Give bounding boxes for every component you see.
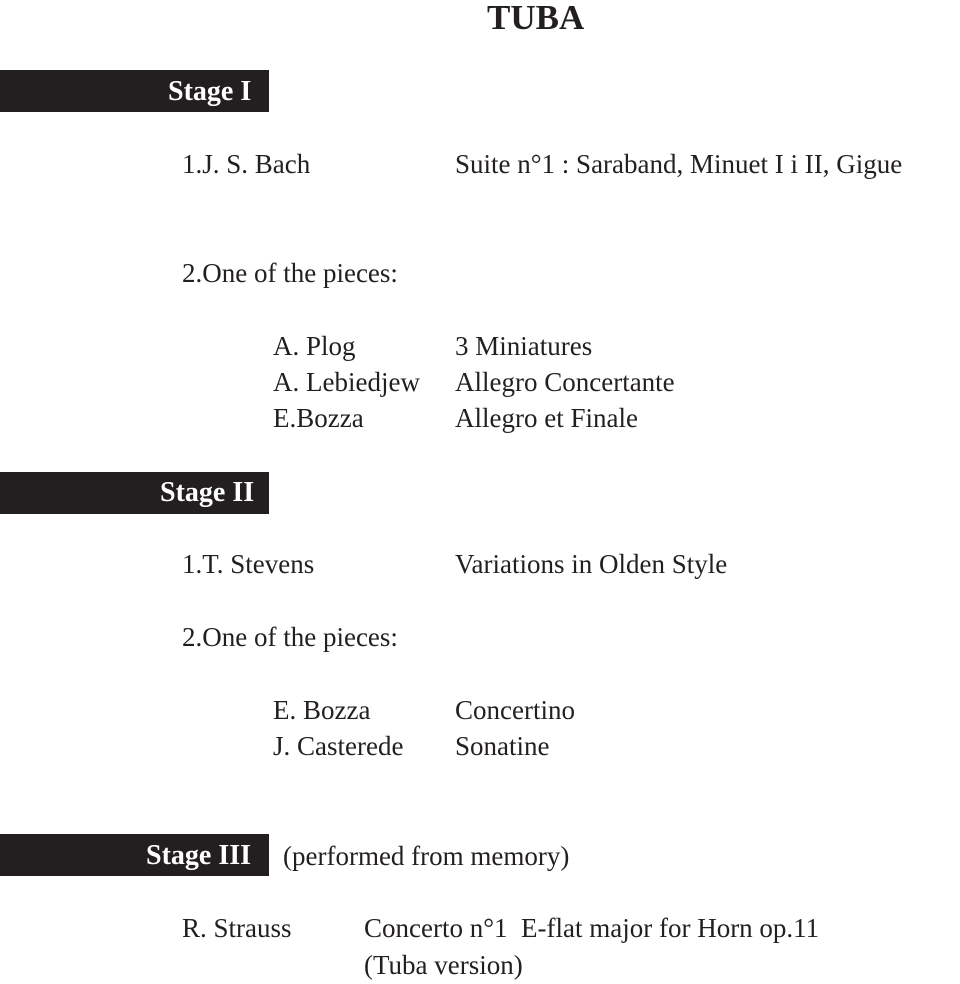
stage-2-choice-work: Concertino [455,695,575,725]
stage-1-header-bar [0,70,269,112]
stage-3-composer: R. Strauss [182,913,292,943]
stage-1-choice-work: Allegro et Finale [455,403,638,433]
stage-1-choice-composer: A. Plog [273,331,356,361]
stage-1-choice-composer: A. Lebiedjew [273,367,420,397]
page-title: TUBA [487,0,585,37]
stage-2-item-2-label: 2.One of the pieces: [182,622,398,652]
stage-2-header-bar [0,472,269,514]
stage-2-item-1-composer: 1.T. Stevens [182,549,315,579]
stage-3-note: (performed from memory) [283,841,570,871]
stage-3-label: Stage III [146,840,252,871]
stage-3-work-line-2: (Tuba version) [364,950,523,980]
stage-1-label: Stage I [168,76,252,107]
stage-1-item-1-work: Suite n°1 : Saraband, Minuet I i II, Gigue [455,149,903,179]
stage-1-item-1-composer: 1.J. S. Bach [182,149,311,179]
stage-3-work-line-1: Concerto n°1 E-flat major for Horn op.11 [364,913,820,943]
stage-1-choice-work: 3 Miniatures [455,331,593,361]
stage-1-choice-composer: E.Bozza [273,403,364,433]
stage-2-label: Stage II [160,477,255,508]
stage-1-item-2-label: 2.One of the pieces: [182,258,398,288]
stage-2-choice-composer: J. Casterede [273,731,404,761]
stage-1-choice-work: Allegro Concertante [455,367,675,397]
stage-2-choice-composer: E. Bozza [273,695,371,725]
stage-2-item-1-work: Variations in Olden Style [455,549,728,579]
stage-3-header-bar [0,834,269,876]
stage-2-choice-work: Sonatine [455,731,550,761]
